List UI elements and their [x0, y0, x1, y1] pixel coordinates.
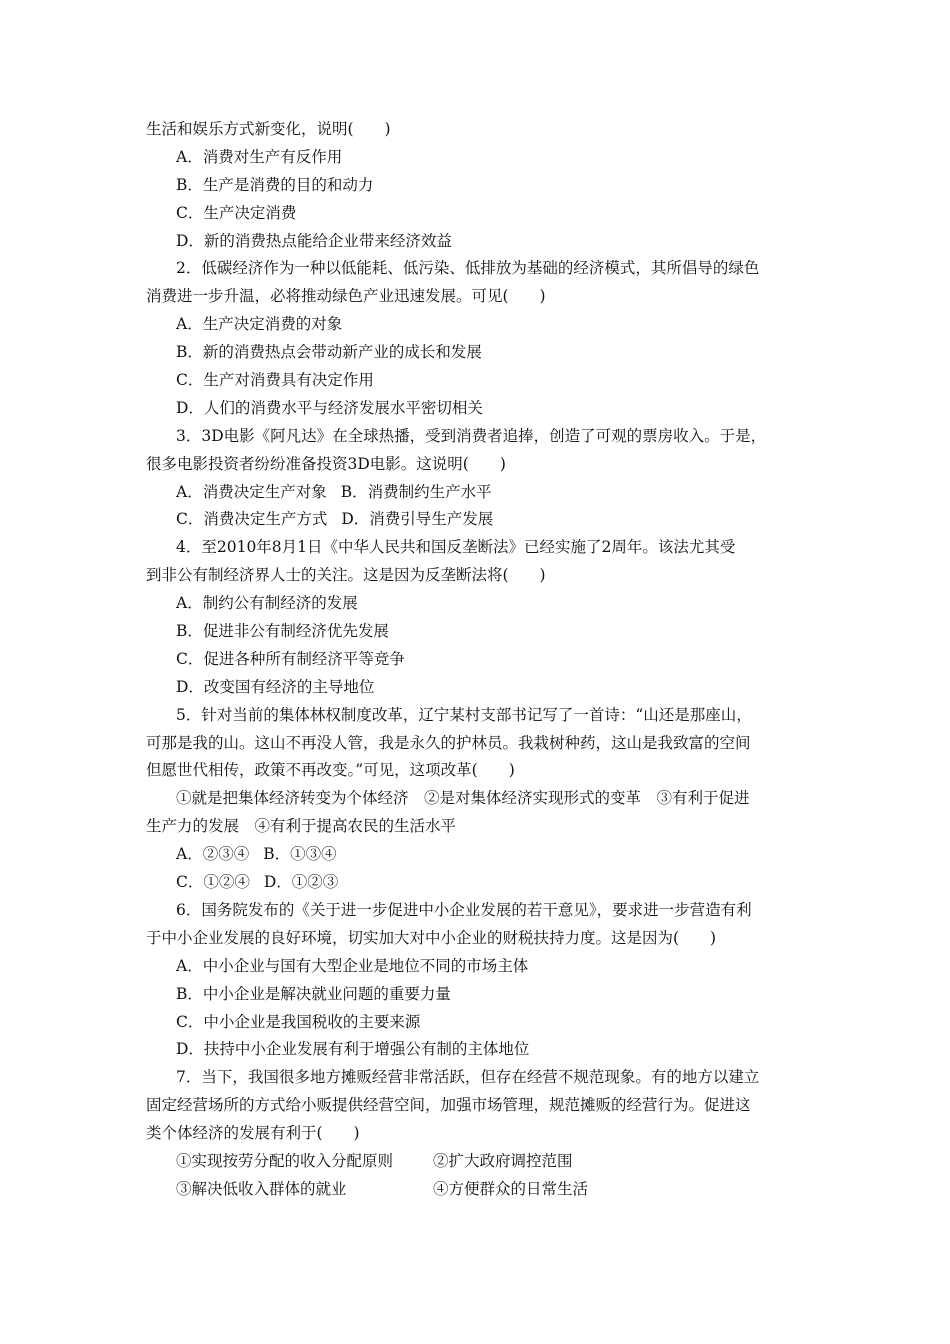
question-4-line-1: 4．至2010年8月1日《中华人民共和国反垄断法》已经实施了2周年。该法尤其受 — [176, 538, 736, 557]
option-a: A．生产决定消费的对象 — [176, 315, 343, 334]
option-b: B．消费制约生产水平 — [340, 482, 492, 501]
option-b: B．生产是消费的目的和动力 — [176, 175, 374, 194]
question-4-line-2: 到非公有制经济界人士的关注。这是因为反垄断法将( ) — [146, 566, 546, 585]
option-c: C．生产决定消费 — [176, 203, 297, 222]
option-d: D．消费引导生产发展 — [341, 510, 494, 529]
option-c: C．消费决定生产方式 — [176, 510, 328, 529]
statement-2: ②扩大政府调控范围 — [433, 1151, 573, 1170]
statement-row-2 — [146, 1176, 810, 1204]
option-b: B．中小企业是解决就业问题的重要力量 — [176, 984, 451, 1003]
question-7-line-1: 7．当下，我国很多地方摊贩经营非常活跃，但存在经营不规范现象。有的地方以建立 — [176, 1068, 760, 1087]
option-c: C．中小企业是我国税收的主要来源 — [176, 1012, 421, 1031]
option-row-cd — [146, 506, 810, 534]
option-a: A．消费对生产有反作用 — [176, 147, 343, 166]
option-row-ab — [146, 479, 810, 507]
question-6-line-1: 6．国务院发布的《关于进一步促进中小企业发展的若干意见》，要求进一步营造有利 — [176, 900, 752, 919]
option-a: A．中小企业与国有大型企业是地位不同的市场主体 — [176, 956, 529, 975]
option-d: D．人们的消费水平与经济发展水平密切相关 — [176, 398, 483, 417]
question-continuation: 生活和娱乐方式新变化，说明( ) — [146, 120, 391, 138]
question-5-line-3: 但愿世代相传，政策不再改变。”可见，这项改革( ) — [146, 761, 515, 780]
option-row-ab — [146, 841, 810, 869]
option-a: A．消费决定生产对象 — [176, 482, 327, 501]
question-7-line-3: 类个体经济的发展有利于( ) — [146, 1124, 360, 1143]
option-c: C．①②④ — [176, 873, 250, 892]
option-a: A．②③④ — [176, 845, 250, 864]
question-2-line-2: 消费进一步升温，必将推动绿色产业迅速发展。可见( ) — [146, 287, 546, 306]
option-b: B．新的消费热点会带动新产业的成长和发展 — [176, 343, 482, 362]
statement-3: ③解决低收入群体的就业 — [176, 1179, 347, 1198]
document-body — [146, 116, 810, 1204]
question-5-line-2: 可那是我的山。这山不再没人管，我是永久的护林员。我栽树种药，这山是我致富的空间 — [146, 733, 751, 752]
statement-line-1: ①就是把集体经济转变为个体经济 ②是对集体经济实现形式的变革 ③有利于促进 — [176, 789, 750, 808]
option-d: D．改变国有经济的主导地位 — [176, 677, 375, 696]
option-c: C．生产对消费具有决定作用 — [176, 371, 374, 390]
question-5-line-1: 5．针对当前的集体林权制度改革，辽宁某村支部书记写了一首诗：“山还是那座山， — [176, 705, 752, 724]
question-6-line-2: 于中小企业发展的良好环境，切实加大对中小企业的财税扶持力度。这是因为( ) — [146, 928, 717, 947]
option-b: B．①③④ — [263, 845, 337, 864]
statement-4: ④方便群众的日常生活 — [433, 1179, 589, 1198]
statement-row-1 — [146, 1148, 810, 1176]
option-b: B．促进非公有制经济优先发展 — [176, 622, 389, 641]
statement-1: ①实现按劳分配的收入分配原则 — [176, 1151, 394, 1170]
question-3-line-2: 很多电影投资者纷纷准备投资3D电影。这说明( ) — [146, 454, 506, 473]
question-7-line-2: 固定经营场所的方式给小贩提供经营空间，加强市场管理，规范摊贩的经营行为。促进这 — [146, 1096, 751, 1115]
option-d: D．新的消费热点能给企业带来经济效益 — [176, 231, 452, 250]
option-c: C．促进各种所有制经济平等竞争 — [176, 649, 405, 668]
option-d: D．①②③ — [263, 873, 339, 892]
option-d: D．扶持中小企业发展有利于增强公有制的主体地位 — [176, 1040, 530, 1059]
option-row-cd — [146, 869, 810, 897]
option-a: A．制约公有制经济的发展 — [176, 594, 358, 613]
statement-line-2: 生产力的发展 ④有利于提高农民的生活水平 — [146, 817, 457, 836]
question-3-line-1: 3．3D电影《阿凡达》在全球热播，受到消费者追捧，创造了可观的票房收入。于是， — [176, 426, 767, 445]
question-2-line-1: 2．低碳经济作为一种以低能耗、低污染、低排放为基础的经济模式，其所倡导的绿色 — [176, 259, 760, 278]
